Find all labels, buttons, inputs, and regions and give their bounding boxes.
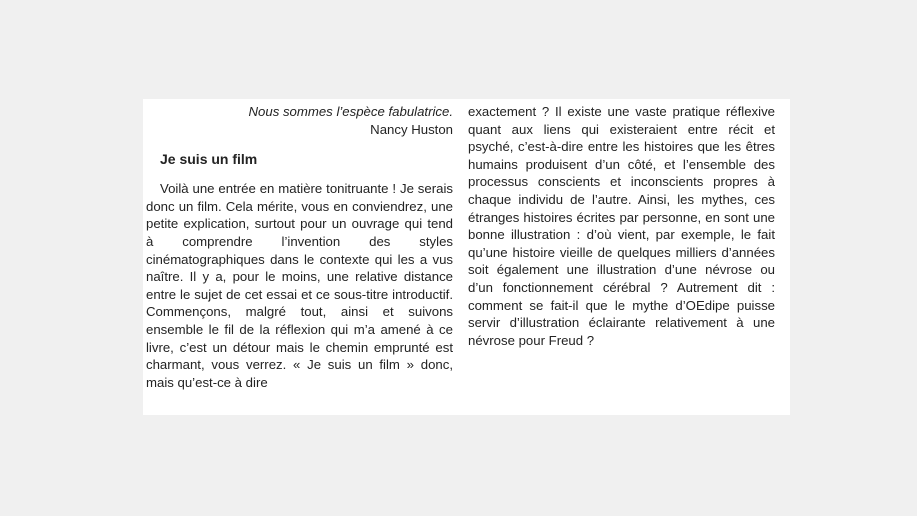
epigraph bbox=[146, 103, 453, 138]
epigraph-author: Nancy Huston bbox=[370, 121, 453, 137]
section-title: Je suis un film bbox=[160, 151, 258, 168]
right-column bbox=[468, 103, 775, 349]
body-paragraph-right: exactement ? Il existe une vaste pratique réflexive quant aux liens qui existeraient entre récit et psyché, c’est-à-dire entre les histoires que les êtres humains produisent d’un côté, et l’ensemble des processus conscients et inconscients propres à chaque individu de l’autre. Ainsi, les mythes, ces étranges histoires écrites par personne, en sont une bonne illustration : d’où vient, par exemple, le fait qu’une histoire vieille de quelques milliers d’années soit également une illustration d’une névrose ou d’un fonctionnement cérébral ? Autrement dit : comment se fait-il que le mythe d’OEdipe puisse servir d’illustration éclairante relativement à une névrose pour Freud ? bbox=[468, 104, 775, 348]
body-paragraph-left: Voilà une entrée en matière tonitruante ! Je serais donc un film. Cela mérite, vous en conviendrez, une petite explication, surtout pour un ouvrage qui tend à comprendre l’invention des styles cinématographiques dans le contexte qui les a vus naître. Il y a, pour le moins, une relative distance entre le sujet de cet essai et ce sous-titre introductif. Commençons, malgré tout, ainsi et suivons ensemble le fil de la réflexion qui m’a amené à ce livre, c’est un détour mais le chemin emprunté est charmant, vous verrez. « Je suis un film » donc, mais qu’est-ce à dire bbox=[146, 181, 453, 390]
document-page bbox=[143, 99, 790, 415]
epigraph-quote: Nous sommes l’espèce fabulatrice. bbox=[248, 104, 453, 119]
left-column bbox=[146, 103, 453, 391]
